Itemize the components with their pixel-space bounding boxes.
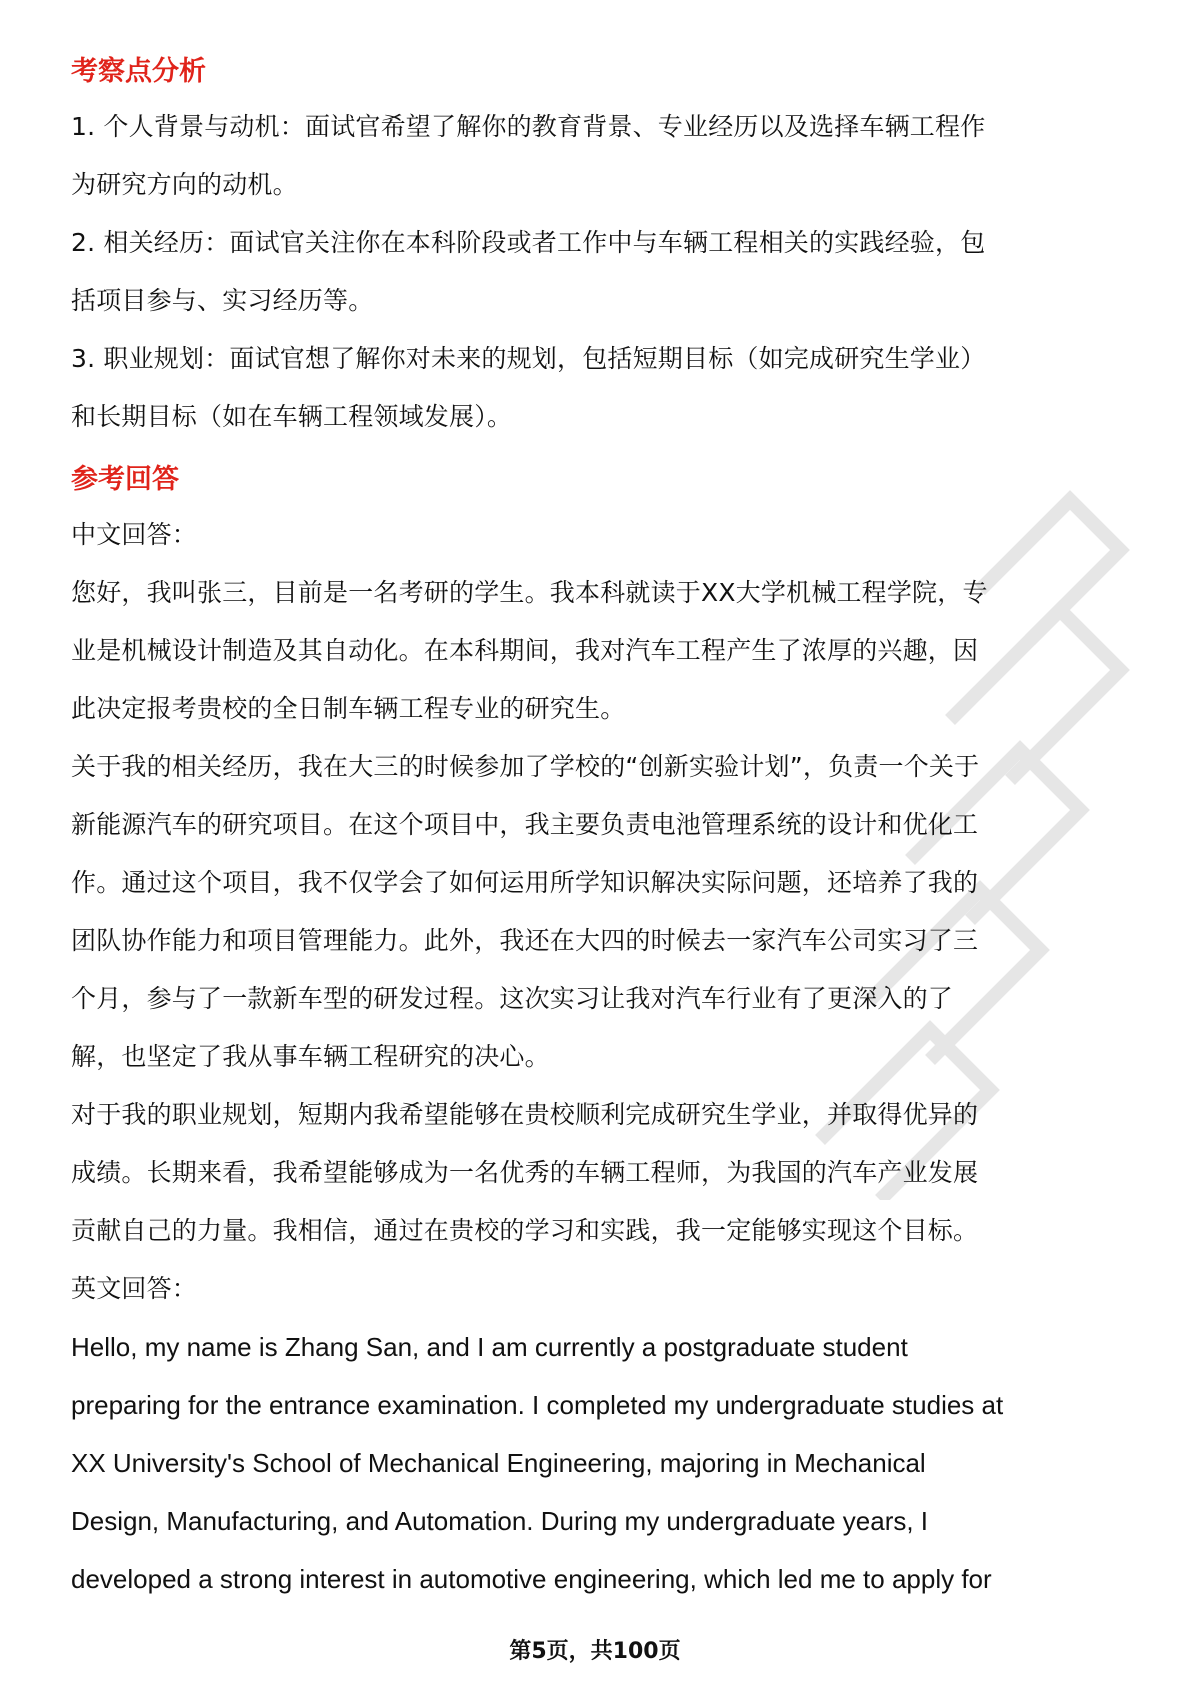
analysis-body <box>71 98 1131 446</box>
analysis-line: 和长期目标（如在车辆工程领域发展）。 <box>71 402 513 431</box>
chinese-answer-line: 作。通过这个项目，我不仅学会了如何运用所学知识解决实际问题，还培养了我的 <box>71 868 979 897</box>
page-number: 第5页，共100页 <box>509 1639 681 1664</box>
chinese-answer-line: 团队协作能力和项目管理能力。此外，我还在大四的时候去一家汽车公司实习了三 <box>71 926 979 955</box>
chinese-answer-line: 新能源汽车的研究项目。在这个项目中，我主要负责电池管理系统的设计和优化工 <box>71 810 979 839</box>
english-answer-heading: 英文回答： <box>71 1274 198 1303</box>
analysis-line: 括项目参与、实习经历等。 <box>71 286 374 315</box>
english-answer-line: developed a strong interest in automotive engineering, which led me to apply for <box>71 1564 992 1594</box>
english-answer-line: Hello, my name is Zhang San, and I am currently a postgraduate student <box>71 1332 908 1362</box>
chinese-answer-line: 对于我的职业规划，短期内我希望能够在贵校顺利完成研究生学业，并取得优异的 <box>71 1100 979 1129</box>
answer-section-title: 参考回答 <box>71 464 179 495</box>
chinese-answer-line: 业是机械设计制造及其自动化。在本科期间，我对汽车工程产生了浓厚的兴趣，因 <box>71 636 979 665</box>
chinese-answer-line: 此决定报考贵校的全日制车辆工程专业的研究生。 <box>71 694 626 723</box>
english-answer-line: preparing for the entrance examination. I completed my undergraduate studies at <box>71 1390 1004 1420</box>
english-answer-body <box>71 1318 1131 1608</box>
english-answer-line: Design, Manufacturing, and Automation. During my undergraduate years, I <box>71 1506 929 1536</box>
chinese-answer-line: 成绩。长期来看，我希望能够成为一名优秀的车辆工程师，为我国的汽车产业发展 <box>71 1158 979 1187</box>
chinese-answer-body <box>71 564 1131 1260</box>
analysis-line: 1. 个人背景与动机：面试官希望了解你的教育背景、专业经历以及选择车辆工程作 <box>71 112 986 141</box>
analysis-line: 3. 职业规划：面试官想了解你对未来的规划，包括短期目标（如完成研究生学业） <box>71 344 986 373</box>
chinese-answer-line: 解，也坚定了我从事车辆工程研究的决心。 <box>71 1042 550 1071</box>
chinese-answer-heading: 中文回答： <box>71 520 198 549</box>
analysis-line: 为研究方向的动机。 <box>71 170 298 199</box>
chinese-answer-line: 贡献自己的力量。我相信，通过在贵校的学习和实践，我一定能够实现这个目标。 <box>71 1216 979 1245</box>
analysis-section-title: 考察点分析 <box>71 56 206 87</box>
english-answer-line: XX University's School of Mechanical Engineering, majoring in Mechanical <box>71 1448 926 1478</box>
page-content <box>71 46 1131 1608</box>
analysis-line: 2. 相关经历：面试官关注你在本科阶段或者工作中与车辆工程相关的实践经验，包 <box>71 228 986 257</box>
chinese-answer-line: 关于我的相关经历，我在大三的时候参加了学校的“创新实验计划”，负责一个关于 <box>71 752 980 781</box>
chinese-answer-line: 个月，参与了一款新车型的研发过程。这次实习让我对汽车行业有了更深入的了 <box>71 984 954 1013</box>
chinese-answer-line: 您好，我叫张三，目前是一名考研的学生。我本科就读于XX大学机械工程学院，专 <box>71 578 988 607</box>
